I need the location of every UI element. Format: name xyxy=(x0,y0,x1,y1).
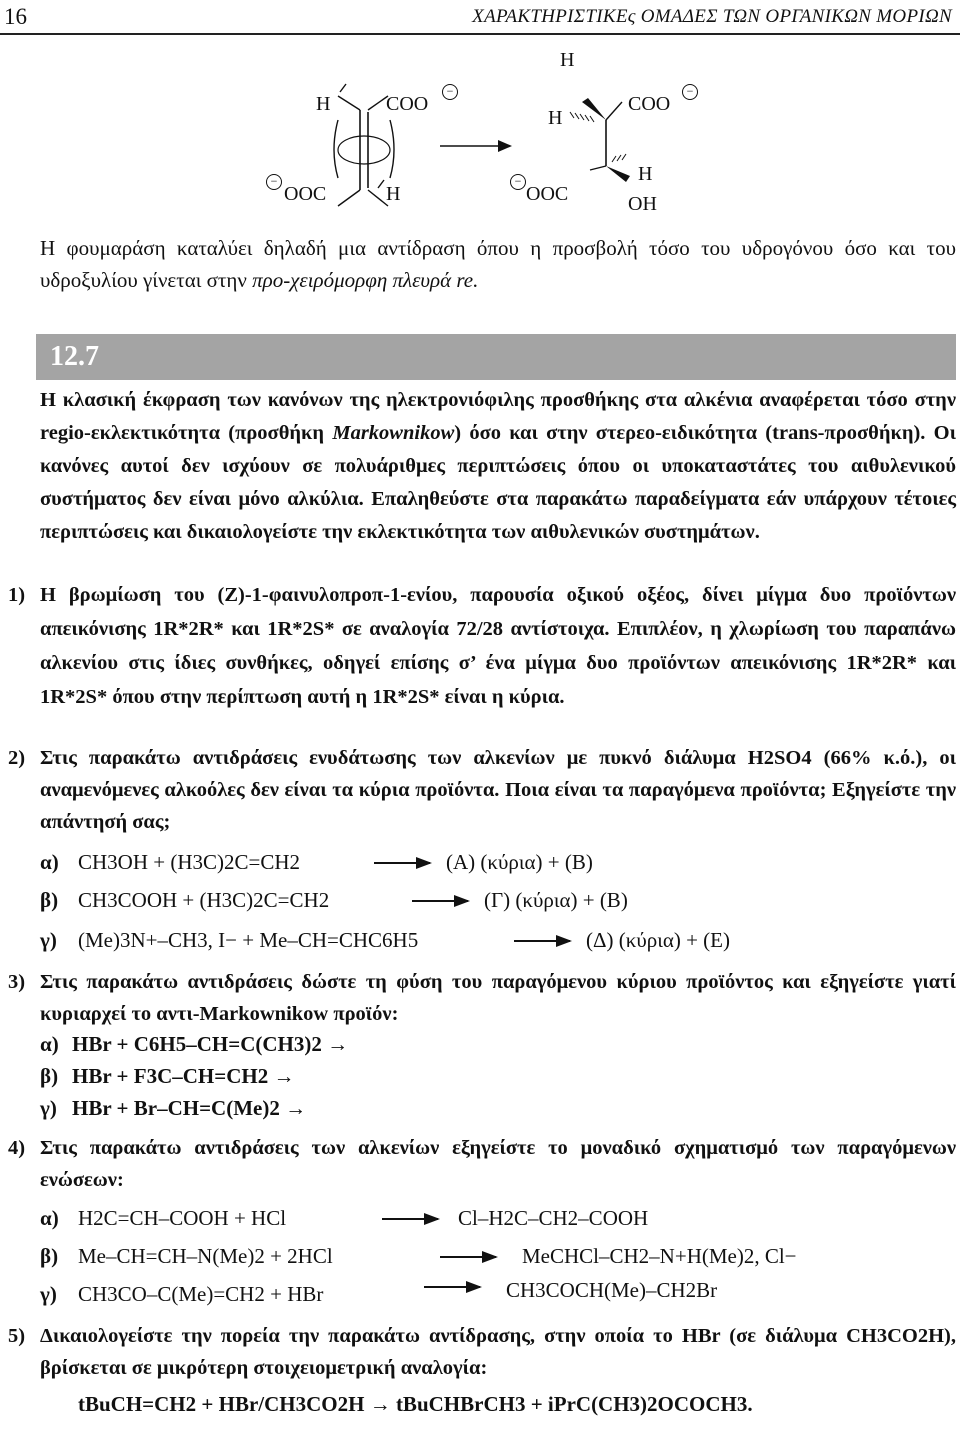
section-number: 12.7 xyxy=(50,341,99,372)
q4-rx-a-lhs: H2C=CH–COOH + HCl xyxy=(78,1206,287,1230)
q3-rx-b-label: β) xyxy=(40,1064,59,1088)
right-minus-bottom: − xyxy=(510,174,526,190)
q3-rx-b: HBr + F3C–CH=CH2 → xyxy=(72,1064,295,1088)
q2-rx-a-rhs: (A) (κύρια) + (B) xyxy=(446,850,593,874)
q4-rx-a-arrow xyxy=(382,1218,438,1220)
q2-rx-b-arrow xyxy=(412,900,468,902)
running-head: ΧΑΡΑΚΤΗΡΙΣΤΙΚΕς ΟΜΑΔΕΣ ΤΩΝ ΟΡΓΑΝΙΚΩΝ ΜΟΡΙΩΝ xyxy=(472,6,952,27)
intro-paragraph xyxy=(40,232,956,296)
q2-rx-c-lhs: (Me)3N+–CH3, I− + Me–CH=CHC6H5 xyxy=(78,928,419,952)
q4-rx-a-rhs: Cl–H2C–CH2–COOH xyxy=(458,1206,649,1230)
q4-number: 4) xyxy=(8,1137,26,1159)
question-2 xyxy=(8,742,956,838)
right-h2: H xyxy=(548,107,563,129)
q4-rx-a-label: α) xyxy=(40,1206,59,1230)
q2-rx-a-label: α) xyxy=(40,850,59,874)
left-minus-top: − xyxy=(442,84,458,100)
left-minus-bottom: − xyxy=(266,174,282,190)
q4-rx-c-rhs: CH3COCH(Me)–CH2Br xyxy=(506,1278,718,1302)
question-5 xyxy=(8,1320,956,1384)
q4-rx-c-label: γ) xyxy=(40,1282,57,1306)
right-minus-top: − xyxy=(682,84,698,100)
q1-number: 1) xyxy=(8,584,26,606)
q2-rx-c-arrow xyxy=(514,940,570,942)
q4-rx-b-label: β) xyxy=(40,1244,59,1268)
q2-rx-a-lhs: CH3OH + (H3C)2C=CH2 xyxy=(78,850,301,874)
q3-rx-a: HBr + C6H5–CH=C(CH3)2 → xyxy=(72,1032,349,1056)
q3-number: 3) xyxy=(8,971,26,993)
markownikow-term: Markownikow xyxy=(332,422,455,444)
q5-text: Δικαιολογείστε την πορεία την παρακάτω αντίδρασης, στην οποία το HBr (σε διάλυμα CH3CO2H), βρίσκεται σε μικρότερη στοιχειομετρική αναλογία: xyxy=(40,1325,956,1379)
question-1 xyxy=(8,578,956,714)
header-rule xyxy=(0,33,960,35)
q2-rx-b-lhs: CH3COOH + (H3C)2C=CH2 xyxy=(78,888,330,912)
q3-rx-c-label: γ) xyxy=(40,1096,57,1120)
question-4 xyxy=(8,1132,956,1196)
q2-rx-c-rhs: (Δ) (κύρια) + (E) xyxy=(586,928,730,952)
q4-rx-c-arrow xyxy=(424,1286,480,1288)
q2-rx-a-arrow xyxy=(374,862,430,864)
left-ooc: OOC xyxy=(284,183,327,205)
q4-text: Στις παρακάτω αντιδράσεις των αλκενίων εξηγείστε το μοναδικό σχηματισμό των παραγόμενων ενώσεων: xyxy=(40,1137,956,1191)
page-number: 16 xyxy=(4,4,27,29)
q2-rx-b-label: β) xyxy=(40,888,59,912)
right-h1: H xyxy=(560,49,575,71)
q2-rx-b-rhs: (Γ) (κύρια) + (B) xyxy=(484,888,628,912)
section-intro-a: Η κλασική έκφραση των κανόνων της ηλεκτρονιόφιλης προσθήκης στα αλκένια αναφέρεται τόσο στην regio-εκλεκτικότητα (προσθήκη xyxy=(40,389,956,444)
section-intro-c: ) όσο και στην στερεο-ειδικότητα (trans-προσθήκη). Οι κανόνες αυτοί δεν ισχύουν σε πολυάριθμες περιπτώσεις όπου οι υποκαταστάτες του αιθυλενικού συστήματος δεν είναι μόνο αλκύλια. Επαληθεύστε στα παρακάτω παραδείγματα εάν υπάρχουν τέτοιες περιπτώσεις και δικαιολογείστε την εκλεκτικότητα των αιθυλενικών συστημάτων. xyxy=(40,422,956,543)
intro-text: Η φουμαράση καταλύει δηλαδή μια αντίδραση όπου η προσβολή τόσο του υδρογόνου όσο και του υδροξυλίου γίνεται στην xyxy=(40,236,956,292)
fumarase-diagram xyxy=(0,49,960,220)
section-intro xyxy=(40,384,956,549)
q4-rx-b-arrow xyxy=(440,1256,496,1258)
q2-rx-c-label: γ) xyxy=(40,928,57,952)
q5-reaction: tBuCH=CH2 + HBr/CH3CO2H → tBuCHBrCH3 + iPrC(CH3)2OCOCH3. xyxy=(78,1392,753,1416)
right-ooc: OOC xyxy=(526,183,569,205)
right-oh: OH xyxy=(628,193,657,215)
q4-rx-b-lhs: Me–CH=CH–N(Me)2 + 2HCl xyxy=(78,1244,333,1268)
q4-rx-b-rhs: MeCHCl–CH2–N+H(Me)2, Cl− xyxy=(522,1244,797,1268)
left-h-bottom: H xyxy=(386,183,401,205)
q3-rx-c: HBr + Br–CH=C(Me)2 → xyxy=(72,1096,307,1120)
q1-text: Η βρωμίωση του (Z)-1-φαινυλοπροπ-1-ενίου, παρουσία οξικού οξέος, δίνει μίγμα δυο προϊόντων απεικόνισης 1R*2R* και 1R*2S* σε αναλογία 72/28 αντίστοιχα. Επιπλέον, η χλωρίωση του παραπάνω αλκενίου στις ίδιες συνθήκες, οδηγεί επίσης σ’ ένα μίγμα δυο προϊόντων απεικόνισης 1R*2R* και 1R*2S* όπου στην περίπτωση αυτή η 1R*2S* είναι η κύρια. xyxy=(40,584,956,708)
q3-rx-a-label: α) xyxy=(40,1032,59,1056)
q4-rx-c-lhs: CH3CO–C(Me)=CH2 + HBr xyxy=(78,1282,324,1306)
left-coo-top: COO xyxy=(386,93,429,115)
left-h-top: H xyxy=(316,93,331,115)
section-header xyxy=(36,334,956,380)
q3-text: Στις παρακάτω αντιδράσεις δώστε τη φύση του παραγόμενου κύριου προϊόντος και εξηγείστε γιατί κυριαρχεί το αντι-Markownikow προϊόν: xyxy=(40,971,956,1025)
question-3 xyxy=(8,966,956,1030)
right-coo: COO xyxy=(628,93,671,115)
q2-number: 2) xyxy=(8,747,26,769)
right-h3: H xyxy=(638,163,653,185)
q2-text: Στις παρακάτω αντιδράσεις ενυδάτωσης των αλκενίων με πυκνό διάλυμα H2SO4 (66% κ.ό.), οι αναμενόμενες αλκοόλες δεν είναι τα κύρια προϊόντα. Ποια είναι τα παραγόμενα προϊόντα; Εξηγείστε την απάντησή σας; xyxy=(40,747,956,833)
q5-number: 5) xyxy=(8,1325,26,1347)
intro-italic: προ-χειρόμορφη πλευρά re. xyxy=(252,268,479,292)
diagram-bonds xyxy=(0,60,960,220)
